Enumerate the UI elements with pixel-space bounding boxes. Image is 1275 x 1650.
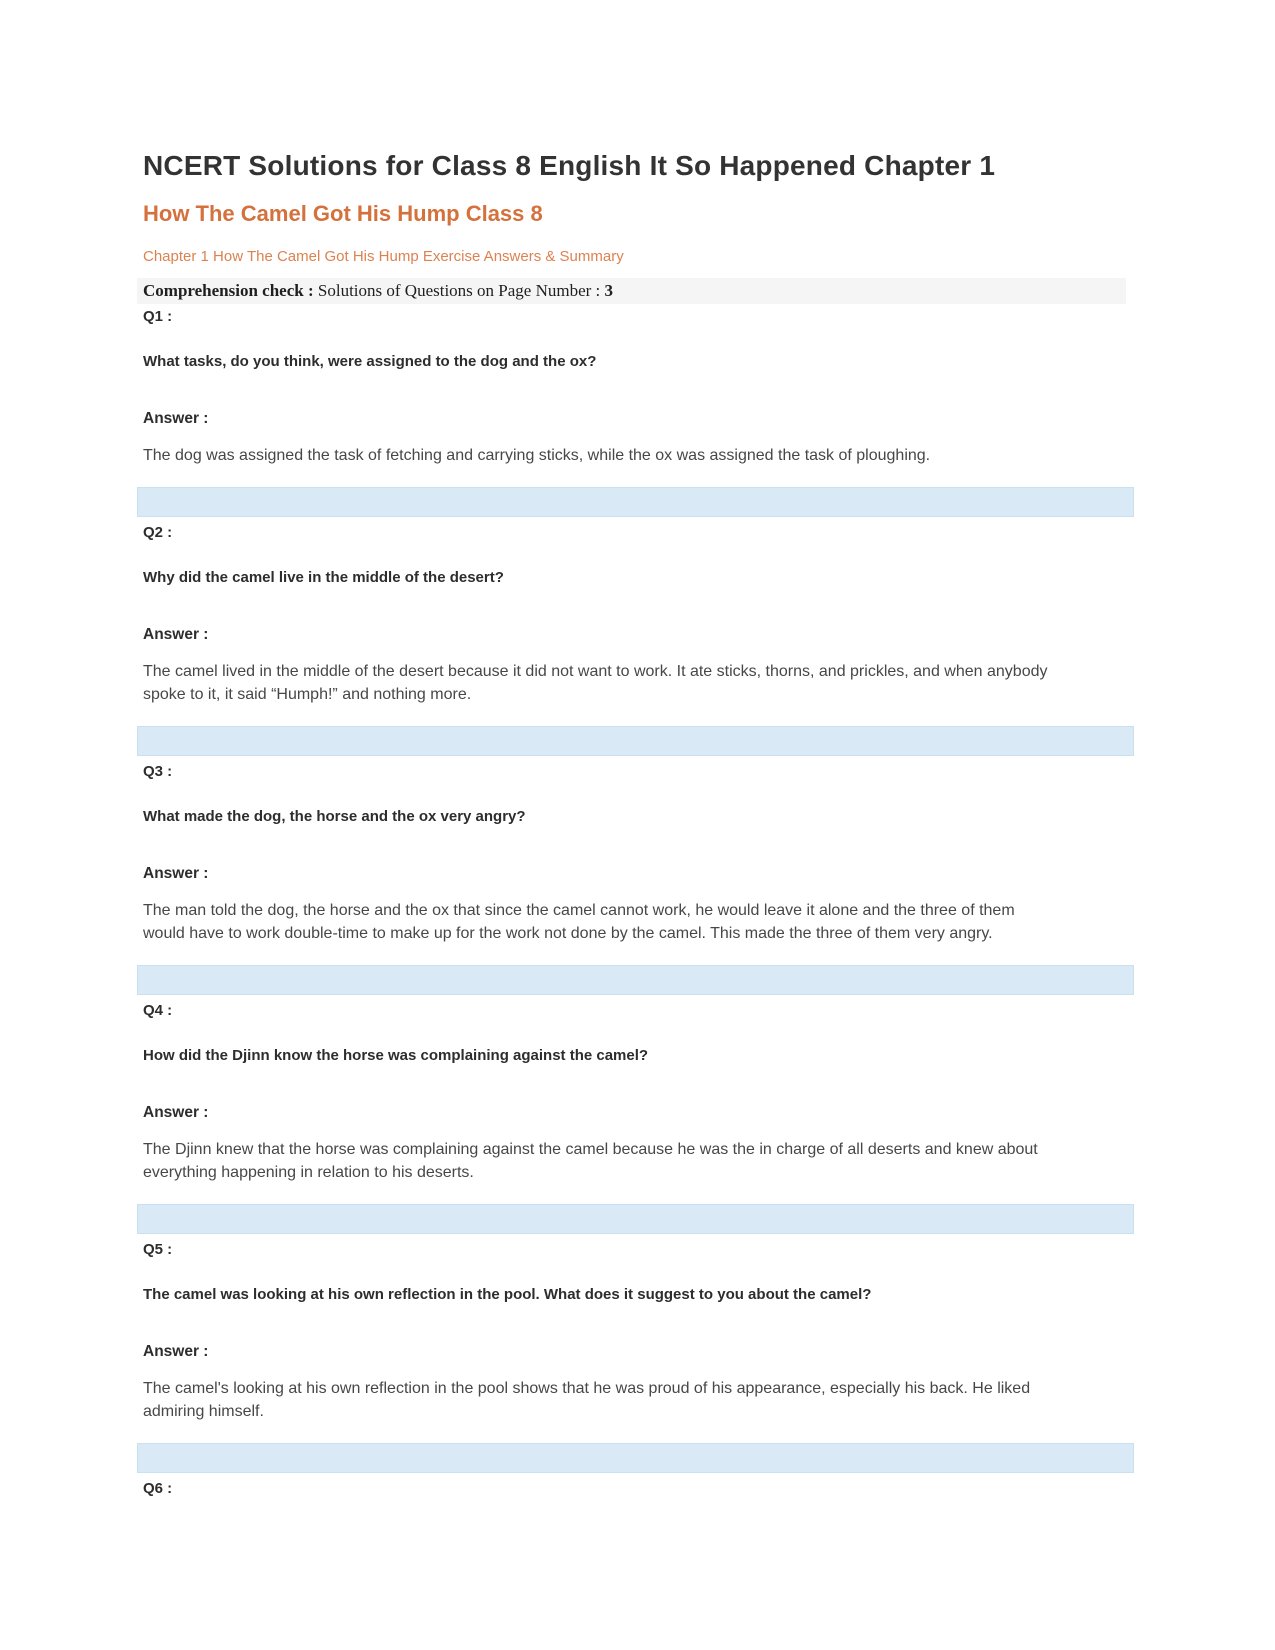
document-page: [137, 0, 1134, 1498]
question-number-next: Q6 :: [143, 1480, 173, 1497]
answer-text: The camel's looking at his own reflection in the pool shows that he was proud of his appearance, especially his back. He liked admiring himself.: [143, 1380, 1031, 1420]
question-number: Q4 :: [143, 1002, 173, 1019]
comprehension-check-bar: [137, 278, 1126, 304]
answer-label: Answer :: [143, 410, 209, 427]
comprehension-page-number: 3: [604, 281, 614, 300]
qa-list: [137, 308, 1134, 1473]
section-divider-band: [137, 726, 1134, 756]
answer-text: The camel lived in the middle of the desert because it did not want to work. It ate sticks, thorns, and prickles, and when anybody spoke to it, it said “Humph!” and nothing more.: [143, 663, 1048, 703]
question-text: What tasks, do you think, were assigned to the dog and the ox?: [143, 353, 597, 370]
section-divider-band: [137, 1443, 1134, 1473]
question-text: How did the Djinn know the horse was complaining against the camel?: [143, 1047, 649, 1064]
answer-text: The dog was assigned the task of fetching and carrying sticks, while the ox was assigned the task of ploughing.: [143, 447, 931, 464]
question-number: Q3 :: [143, 763, 173, 780]
answer-label: Answer :: [143, 626, 209, 643]
section-divider-band: [137, 487, 1134, 517]
section-divider-band: [137, 1204, 1134, 1234]
question-number: Q2 :: [143, 524, 173, 541]
question-text: The camel was looking at his own reflection in the pool. What does it suggest to you about the camel?: [143, 1286, 872, 1303]
chapter-exercise-link[interactable]: Chapter 1 How The Camel Got His Hump Exercise Answers & Summary: [143, 248, 624, 265]
answer-label: Answer :: [143, 1104, 209, 1121]
qa-section: [137, 1241, 1134, 1473]
qa-section: [137, 763, 1134, 995]
section-divider-band: [137, 965, 1134, 995]
answer-text: The man told the dog, the horse and the ox that since the camel cannot work, he would leave it alone and the three of them would have to work double-time to make up for the work not done by the camel. This made the three of them very angry.: [143, 902, 1015, 942]
qa-section: [137, 524, 1134, 756]
page-subtitle: How The Camel Got His Hump Class 8: [143, 201, 543, 226]
comprehension-check-text: Solutions of Questions on Page Number :: [313, 281, 605, 300]
question-number: Q1 :: [143, 308, 173, 325]
question-number: Q5 :: [143, 1241, 173, 1258]
answer-label: Answer :: [143, 1343, 209, 1360]
answer-text: The Djinn knew that the horse was complaining against the camel because he was the in charge of all deserts and knew about everything happening in relation to his deserts.: [143, 1141, 1038, 1181]
qa-section: [137, 1002, 1134, 1234]
comprehension-check-label: Comprehension check :: [143, 281, 314, 300]
answer-label: Answer :: [143, 865, 209, 882]
page-title: NCERT Solutions for Class 8 English It So Happened Chapter 1: [143, 150, 996, 181]
question-text: Why did the camel live in the middle of the desert?: [143, 569, 504, 586]
qa-section: [137, 308, 1134, 517]
question-text: What made the dog, the horse and the ox very angry?: [143, 808, 526, 825]
